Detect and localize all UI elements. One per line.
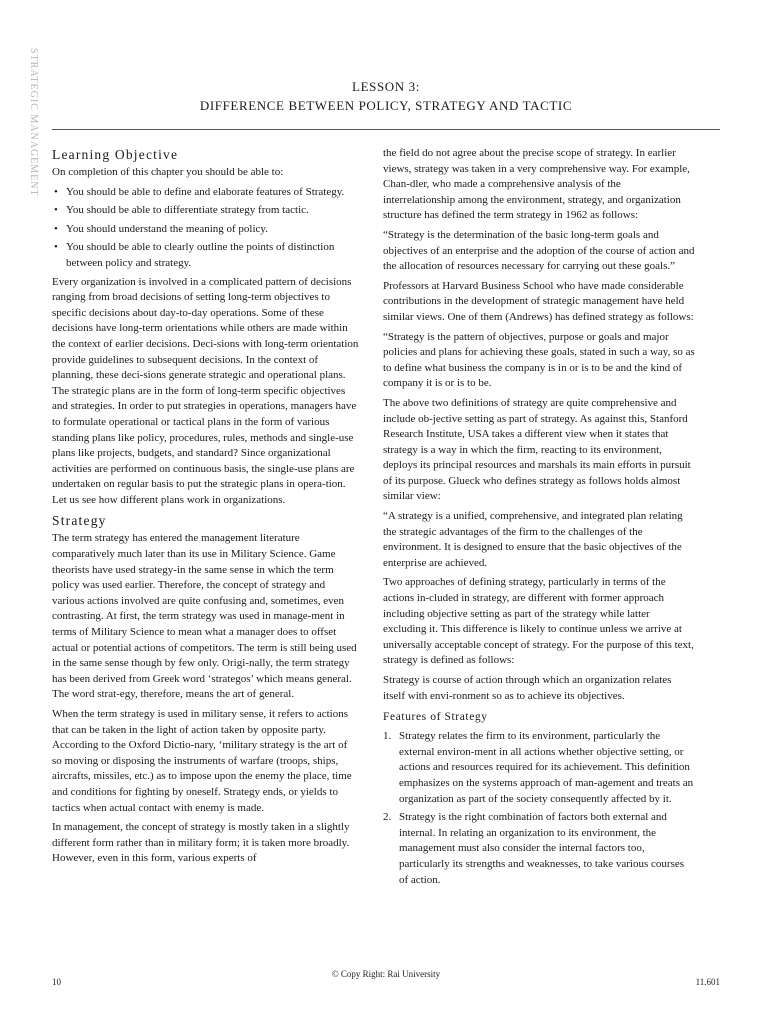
paragraph: When the term strategy is used in military sense, it refers to actions that can be taken in the light of action taken by opposite party. According to the Oxford Dictio-nary, ‘military strategy is the art of so moving or disposing the instruments of warfare (troops, ships, aircrafts, missiles, etc.) as to impose upon the enemy the place, time and conditions for fighting by oneself. Strategy ends, or yields to tactics when actual contact with enemy is made. xyxy=(52,708,352,814)
quote: “Strategy is the determination of the basic long-term goals and objectives of an enterprise and the adoption of the course of action and the allocation of resources necessary for carrying out these goals.” xyxy=(383,228,695,273)
objective-item: • You should be able to define and elaborate features of Strategy. xyxy=(66,185,359,201)
objectives-list xyxy=(52,185,359,272)
right-column xyxy=(383,146,695,891)
strategy-heading: Strategy xyxy=(52,513,107,529)
course-code: 11.601 xyxy=(695,977,720,987)
copyright: © Copy Right: Rai University xyxy=(331,969,441,979)
paragraph: The term strategy has entered the management literature comparatively much later than its use in Military Science. Game theorists have used strategy-in the same sense in which the term policy was used earlier. Therefore, the concept of strategy and various actions involved are quite confusing and, sometimes, even contrasting. At first, the term strategy was used in manage-ment in terms of Military Science to mean what a manager does to offset actual or potential actions of competitors. The term is still being used in the same sense though by few only. Origi-nally, the term strategy has been derived from Greek word ‘strategos’ which means general. The word strat-egy, therefore, means the art of general. xyxy=(52,532,357,701)
paragraph: the field do not agree about the precise scope of strategy. In earlier views, strategy was taken in a very comprehensive way. For example, Chan-dler, who made a comprehensive analysis of the interrelationship among the environment, strategy, and organization structure has defined the term strategy in 1962 as follows: xyxy=(383,147,690,222)
learning-objective-heading: Learning Objective xyxy=(52,147,179,162)
feature-number: 2. xyxy=(383,811,392,824)
definition: Strategy is course of action through which an organization relates itself with envi-ronment so as to achieve its objectives. xyxy=(383,674,672,702)
objective-item: • You should understand the meaning of policy. xyxy=(66,222,359,238)
page-number: 10 xyxy=(52,977,61,987)
side-label: STRATEGIC MANAGEMENT xyxy=(28,48,39,197)
objective-item: • You should be able to clearly outline the points of distinction between policy and strategy. xyxy=(66,240,359,271)
objective-item: • You should be able to differentiate strategy from tactic. xyxy=(66,203,359,219)
quote: “Strategy is the pattern of objectives, purpose or goals and major policies and plans for achieving these goals, stated in such a way, so as to define what business the company is in or is to be and the kind of company it is or is to be. xyxy=(383,330,695,390)
paragraph: Two approaches of defining strategy, particularly in terms of the actions in-cluded in strategy, are different with former approach including objective setting as part of the strategy while latter excluding it. This difference is likely to continue unless we arrive at universally acceptable concept of strategy. For the purpose of this text, strategy is defined as follows: xyxy=(383,576,694,667)
feature-item xyxy=(383,729,695,807)
features-list xyxy=(383,729,695,888)
feature-text: Strategy relates the firm to its environment, particularly the external environ-ment in all actions whether objective setting, or actions and resources required for its achievement. This definition emphasizes on the systems approach of man-agement and treats an organization as part of the society consequently affected by it. xyxy=(399,730,694,805)
left-column xyxy=(52,146,359,871)
objectives-intro: On completion of this chapter you should be able to: xyxy=(52,166,284,178)
quote: “A strategy is a unified, comprehensive, and integrated plan relating the strategic advantages of the firm to the challenges of the environment. It is designed to ensure that the basic objectives of the enterprise are achieved. xyxy=(383,510,683,569)
feature-item xyxy=(383,810,695,888)
title-block xyxy=(52,77,720,115)
paragraph: Professors at Harvard Business School who have made considerable contributions in the development of strategic management have held similar views. One of them (Andrews) has defined strategy as follows: xyxy=(383,279,694,323)
paragraph: Every organization is involved in a complicated pattern of decisions ranging from broad decisions of setting long-term objectives to specific decisions about day-to-day operations. Some of these decisions have long-term orientations while others are made within the context of earlier decisions. Deci-sions with long-term orientation provide guidelines to subsequent decisions. In the context of planning, these deci-sions generate strategic and operational plans. The strategic plans are in the form of long-term specific objectives and strategies. In order to put strategies in operations, managers have to formulate operational or tactical plans in the form of various standing plans like policy, procedures, rules, methods and single-use plans like projects, budgets, and standard? Since organizational activities are performed on continuous basis, the single-use plans are undertaken on regular basis to put the strategic plans in opera-tion. Let us see how different plans work in organizations. xyxy=(52,275,359,506)
paragraph: In management, the concept of strategy is mostly taken in a slightly different form rather than in military form; it is taken more broadly. However, even in this form, various experts of xyxy=(52,821,350,865)
features-heading: Features of Strategy xyxy=(383,711,488,724)
paragraph: The above two definitions of strategy are quite comprehensive and include ob-jective setting as part of strategy. As against this, Stanford Research Institute, USA takes a different view when it states that strategy is a way in which the firm, reacting to its environment, deploys its principal resources and marshals its main efforts in pursuit of its purpose. Glueck who defines strategy as follows holds almost similar view: xyxy=(383,396,691,503)
feature-number: 1. xyxy=(383,730,392,743)
feature-text: Strategy is the right combination of factors both external and internal. In relating an organization to its environment, the management must also consider the internal factors too, particularly its strengths and weaknesses, to take various courses of action. xyxy=(399,811,685,886)
page-title: DIFFERENCE BETWEEN POLICY, STRATEGY AND TACTIC xyxy=(199,98,573,113)
lesson-number: LESSON 3: xyxy=(352,79,420,94)
title-divider xyxy=(52,129,720,130)
